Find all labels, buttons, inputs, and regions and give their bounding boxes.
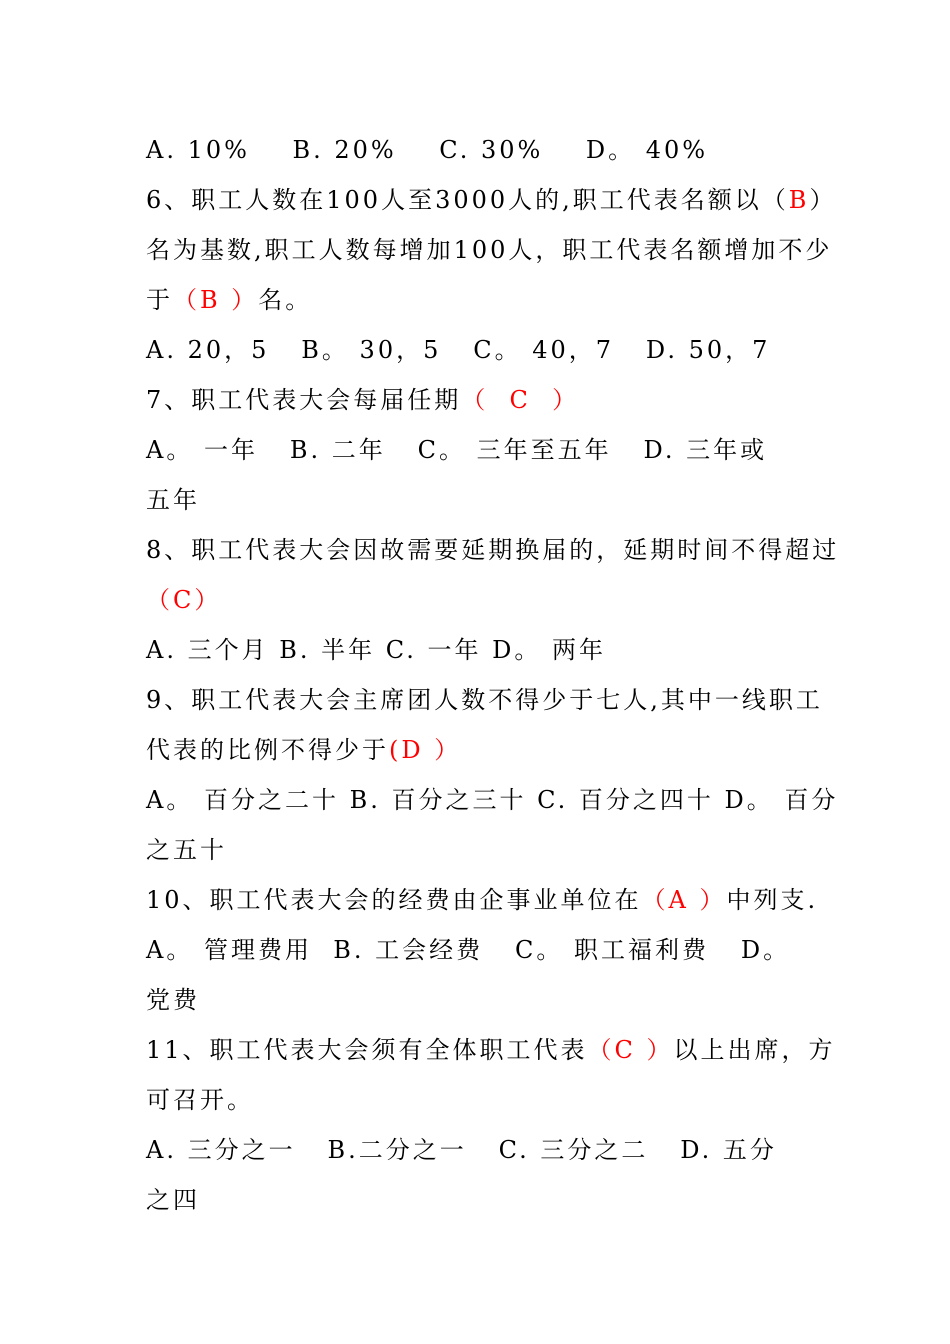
text-segment: 党费 [146, 986, 200, 1014]
text-segment: 于 [146, 286, 173, 314]
question-11-line-2 [146, 1084, 816, 1116]
question-6-line-3 [146, 284, 816, 316]
text-segment: 9、职工代表大会主席团人数不得少于七人,其中一线职工 [146, 686, 823, 714]
answer-text: B [788, 186, 810, 214]
answer-text: （C） [146, 586, 222, 614]
answer-text: （C ） [587, 1036, 674, 1064]
text-segment: A. 三分之一 B.二分之一 C. 三分之二 D. 五分 [146, 1136, 777, 1164]
options-line-q9-cont [146, 834, 816, 866]
text-segment: 6、职工人数在100人至3000人的,职工代表名额以（ [146, 186, 789, 214]
question-7-line-1 [146, 384, 816, 416]
options-line-q9 [146, 784, 839, 816]
question-6-line-1 [146, 184, 837, 216]
text-segment: 五年 [146, 486, 200, 514]
question-6-line-2 [146, 234, 833, 266]
answer-text: （B ） [173, 286, 259, 314]
text-segment: 11、职工代表大会须有全体职工代表 [146, 1036, 588, 1064]
answer-text: （A ） [641, 886, 727, 914]
text-segment: A. 20，5 B。 30，5 C。 40，7 D. 50，7 [146, 336, 771, 364]
question-8-line-1 [146, 534, 840, 566]
options-line-q8 [146, 634, 816, 666]
text-segment: A。 百分之二十 B. 百分之三十 C. 百分之四十 D。 百分 [146, 786, 839, 814]
question-9-line-1 [146, 684, 823, 716]
text-segment: A. 三个月 B. 半年 C. 一年 D。 两年 [146, 636, 607, 664]
answer-text: （ C ） [461, 386, 580, 414]
text-segment: 10、职工代表大会的经费由企事业单位在 [146, 886, 642, 914]
options-line-q10 [146, 934, 816, 966]
text-segment: 名。 [258, 286, 313, 314]
text-segment: A。 管理费用 B. 工会经费 C。 职工福利费 D。 [146, 936, 791, 964]
options-line-q11-cont [146, 1184, 816, 1216]
text-segment: 之四 [146, 1186, 200, 1214]
text-segment: ） [809, 186, 837, 214]
text-segment: 名为基数,职工人数每增加100人，职工代表名额增加不少 [146, 236, 833, 264]
options-line-q6 [146, 334, 816, 366]
options-line-q7-cont [146, 484, 816, 516]
answer-text: (D ） [389, 736, 462, 764]
text-segment: 之五十 [146, 836, 227, 864]
options-line-q5 [146, 134, 816, 166]
question-10-line-1 [146, 884, 819, 916]
text-segment: 8、职工代表大会因故需要延期换届的，延期时间不得超过 [146, 536, 840, 564]
text-segment: 可召开。 [146, 1086, 254, 1114]
options-line-q11 [146, 1134, 816, 1166]
text-segment: 代表的比例不得少于 [146, 736, 389, 764]
text-segment: 中列支. [726, 886, 819, 914]
text-segment: 以上出席，方 [673, 1036, 836, 1064]
text-segment: A。 一年 B. 二年 C。 三年至五年 D. 三年或 [146, 436, 768, 464]
question-9-line-2 [146, 734, 816, 766]
options-line-q7 [146, 434, 816, 466]
options-line-q10-cont [146, 984, 816, 1016]
text-segment: A. 10% B. 20% C. 30% D。 40% [146, 136, 709, 164]
text-segment: 7、职工代表大会每届任期 [146, 386, 462, 414]
question-8-line-2 [146, 584, 816, 616]
question-11-line-1 [146, 1034, 836, 1066]
